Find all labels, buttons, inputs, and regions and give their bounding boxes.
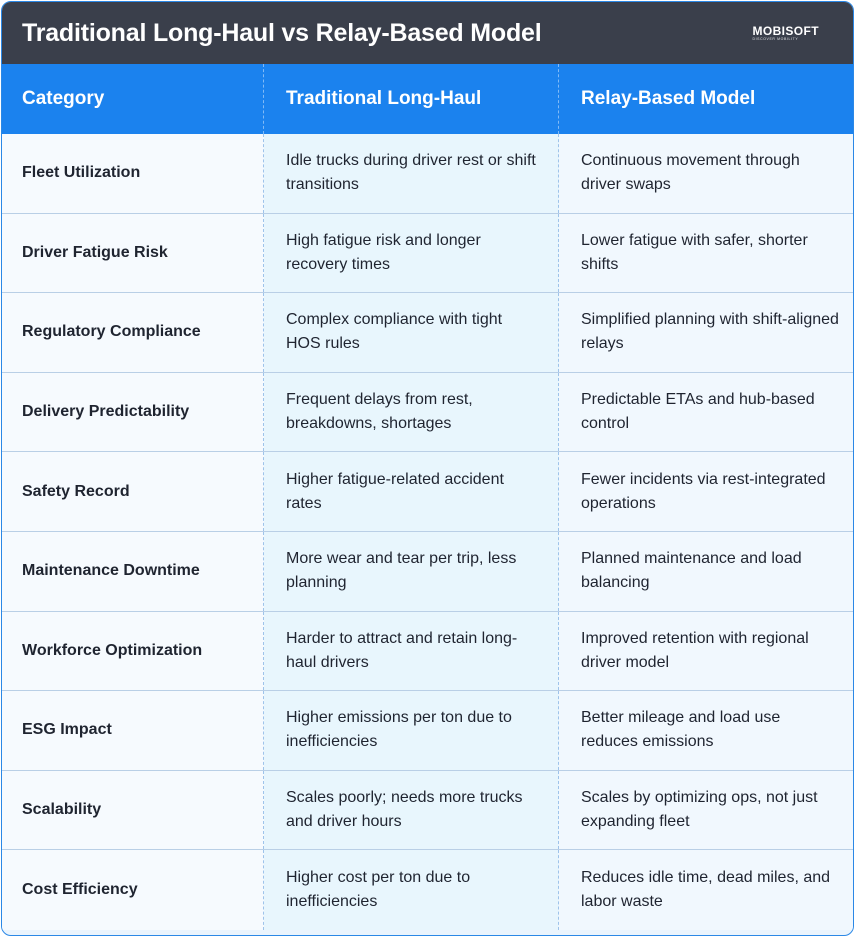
table-row <box>2 134 853 214</box>
logo-tagline: DISCOVER MOBILITY <box>752 36 799 41</box>
relay-cell: Reduces idle time, dead miles, and labor waste <box>559 850 853 930</box>
comparison-card <box>1 1 854 936</box>
traditional-cell: More wear and tear per trip, less planning <box>264 532 559 611</box>
table-row <box>2 850 853 930</box>
table-row <box>2 691 853 771</box>
category-cell: Maintenance Downtime <box>2 532 264 611</box>
table-row <box>2 532 853 612</box>
traditional-cell: Higher cost per ton due to inefficiencies <box>264 850 559 930</box>
relay-cell: Continuous movement through driver swaps <box>559 134 853 213</box>
traditional-cell: Higher fatigue-related accident rates <box>264 452 559 531</box>
traditional-cell: Idle trucks during driver rest or shift transitions <box>264 134 559 213</box>
relay-cell: Simplified planning with shift-aligned relays <box>559 293 853 372</box>
relay-cell: Improved retention with regional driver model <box>559 612 853 691</box>
relay-cell: Lower fatigue with safer, shorter shifts <box>559 214 853 293</box>
category-cell: Regulatory Compliance <box>2 293 264 372</box>
page-title: Traditional Long-Haul vs Relay-Based Model <box>22 18 542 47</box>
category-cell: Driver Fatigue Risk <box>2 214 264 293</box>
traditional-cell: Harder to attract and retain long-haul drivers <box>264 612 559 691</box>
traditional-cell: Higher emissions per ton due to inefficiencies <box>264 691 559 770</box>
table-body <box>2 134 853 930</box>
table-row <box>2 214 853 294</box>
traditional-cell: Frequent delays from rest, breakdowns, shortages <box>264 373 559 452</box>
category-cell: Fleet Utilization <box>2 134 264 213</box>
table-row <box>2 373 853 453</box>
category-cell: Workforce Optimization <box>2 612 264 691</box>
table-header <box>2 64 853 134</box>
relay-cell: Better mileage and load use reduces emissions <box>559 691 853 770</box>
header-relay: Relay-Based Model <box>581 88 756 109</box>
table-row <box>2 293 853 373</box>
header-traditional: Traditional Long-Haul <box>264 64 559 134</box>
table-row <box>2 771 853 851</box>
traditional-cell: Scales poorly; needs more trucks and driver hours <box>264 771 559 850</box>
relay-cell: Predictable ETAs and hub-based control <box>559 373 853 452</box>
title-bar <box>2 2 853 64</box>
table-row <box>2 452 853 532</box>
relay-cell: Scales by optimizing ops, not just expanding fleet <box>559 771 853 850</box>
category-cell: Safety Record <box>2 452 264 531</box>
logo-wordmark: MOBISOFT <box>752 23 819 38</box>
category-cell: ESG Impact <box>2 691 264 770</box>
table-row <box>2 612 853 692</box>
category-cell: Cost Efficiency <box>2 850 264 930</box>
traditional-cell: Complex compliance with tight HOS rules <box>264 293 559 372</box>
relay-cell: Planned maintenance and load balancing <box>559 532 853 611</box>
category-cell: Delivery Predictability <box>2 373 264 452</box>
header-category: Category <box>2 64 264 134</box>
brand-logo <box>752 25 819 42</box>
category-cell: Scalability <box>2 771 264 850</box>
relay-cell: Fewer incidents via rest-integrated operations <box>559 452 853 531</box>
traditional-cell: High fatigue risk and longer recovery times <box>264 214 559 293</box>
